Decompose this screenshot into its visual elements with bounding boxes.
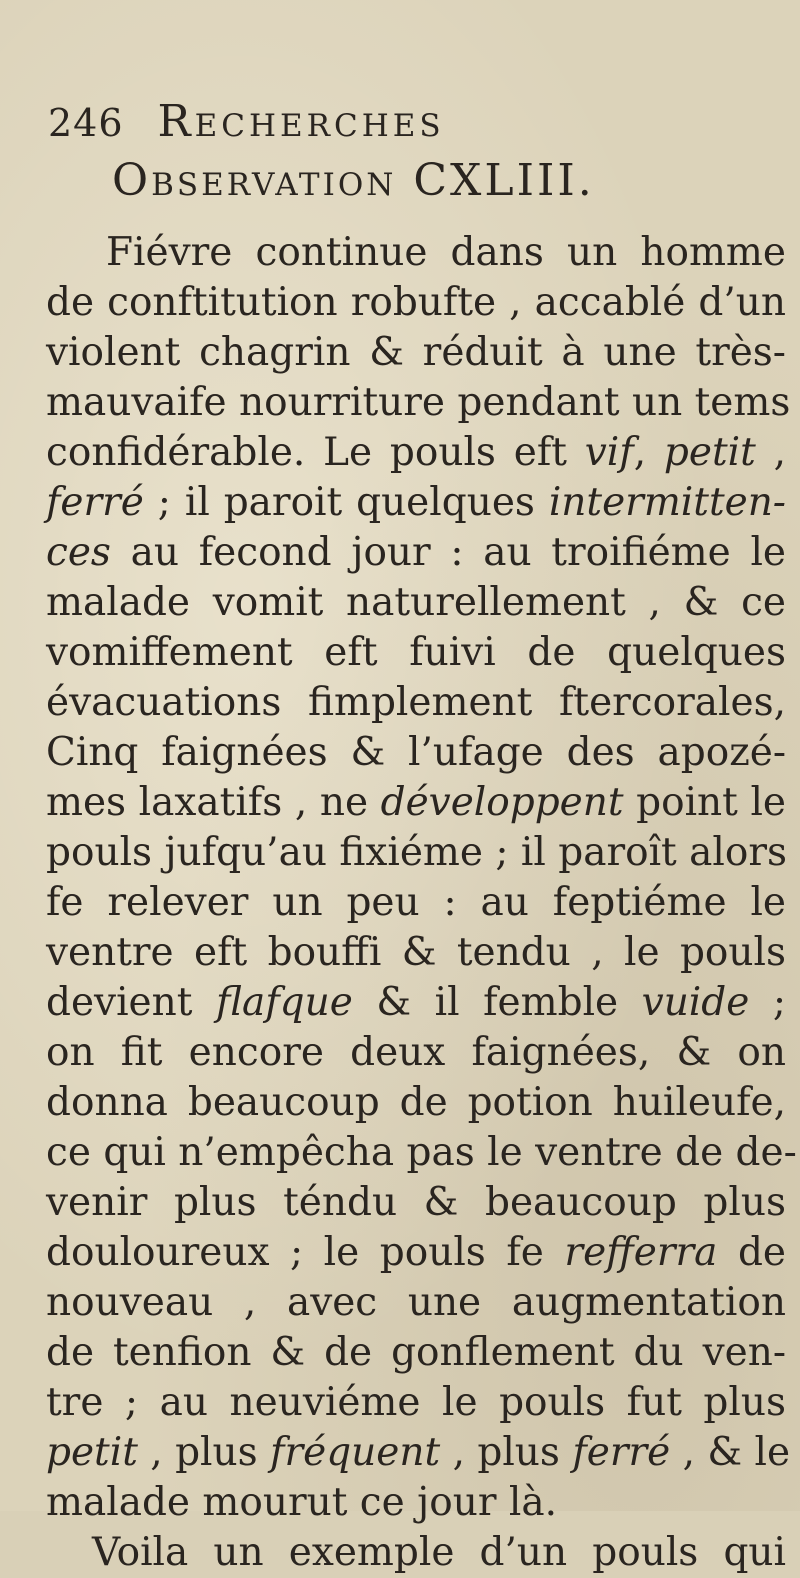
text-segment: , (755, 430, 786, 475)
text-segment: , plus (137, 1430, 271, 1475)
text-line (46, 1328, 786, 1378)
italic-text: développent (380, 780, 624, 825)
italic-text: petit (663, 430, 756, 475)
text-line (46, 1478, 786, 1528)
text-line (46, 728, 786, 778)
text-line (46, 928, 786, 978)
text-segment: donna beaucoup de potion huileufe, (46, 1080, 786, 1125)
text-segment: ; (749, 980, 787, 1025)
text-segment: ce qui n’empêcha pas le ventre de de- (46, 1130, 797, 1175)
text-line (46, 1378, 786, 1428)
text-segment: venir plus téndu & beaucoup plus (46, 1180, 786, 1225)
text-line (46, 478, 786, 528)
text-segment: , plus (440, 1430, 573, 1475)
text-segment: on fit encore deux faignées, & on (46, 1030, 786, 1075)
italic-text: ferré (46, 480, 144, 525)
text-segment: de (717, 1230, 786, 1275)
text-line (46, 678, 786, 728)
text-line (46, 628, 786, 678)
italic-text: ces (46, 530, 111, 575)
text-segment: confidérable. Le pouls eft (46, 430, 585, 475)
text-line (46, 1078, 786, 1128)
text-line (46, 1178, 786, 1228)
text-line (46, 1428, 791, 1478)
text-segment: mauvaife nourriture pendant un tems (46, 380, 791, 425)
text-line (46, 528, 786, 578)
text-segment: & il femble (352, 980, 642, 1025)
italic-text: petit (46, 1430, 138, 1475)
text-segment: , (633, 430, 664, 475)
italic-text: ferré (572, 1430, 671, 1475)
text-segment: malade vomit naturellement , & ce (46, 580, 786, 625)
italic-text: vuide (641, 980, 750, 1025)
text-segment: , & le (670, 1430, 791, 1475)
text-segment: douloureux ; le pouls fe (46, 1230, 565, 1275)
text-segment: vomiffement eft fuivi de quelques (46, 630, 786, 675)
text-line (46, 278, 786, 328)
text-line (46, 778, 786, 828)
text-line (46, 378, 791, 428)
text-segment: Cinq faignées & l’ufage des apozé- (46, 730, 786, 775)
italic-text: fréquent (270, 1430, 441, 1475)
text-segment: ; il paroit quelques (143, 480, 549, 525)
text-segment: de conftitution robufte , accablé d’un (46, 280, 786, 325)
text-line (46, 328, 786, 378)
text-segment: Voila un exemple d’un pouls qui (92, 1530, 786, 1575)
text-segment: devient (46, 980, 216, 1025)
text-segment: ventre eft bouffi & tendu , le pouls (46, 930, 786, 975)
text-segment: évacuations fimplement ftercorales, (46, 680, 786, 725)
text-line (46, 1278, 786, 1328)
italic-text: flafque (215, 980, 353, 1025)
italic-text: vif (584, 430, 634, 475)
text-line (46, 828, 786, 878)
text-line (46, 1528, 786, 1578)
running-title: Recherches (157, 96, 445, 147)
text-segment: mes laxatifs , ne (46, 780, 381, 825)
text-line (46, 428, 786, 478)
running-header (48, 96, 445, 147)
text-segment: de tenfion & de gonflement du ven- (46, 1330, 786, 1375)
body-text (46, 228, 797, 1578)
text-segment: nouveau , avec une augmentation (46, 1280, 786, 1325)
text-segment: point le (623, 780, 786, 825)
text-line (46, 1228, 786, 1278)
text-line (46, 1028, 786, 1078)
text-line (46, 878, 786, 928)
text-line (46, 228, 786, 278)
text-line (46, 1128, 797, 1178)
text-segment: au fecond jour : au troifiéme le (110, 530, 786, 575)
text-line (46, 978, 786, 1028)
text-segment: malade mourut ce jour là. (46, 1480, 557, 1525)
text-segment: Fiévre continue dans un homme (106, 230, 786, 275)
text-segment: fe relever un peu : au feptiéme le (46, 880, 786, 925)
text-line (46, 578, 786, 628)
text-segment: pouls jufqu’au fixiéme ; il paroît alors (46, 830, 787, 875)
observation-title: Observation CXLIII. (112, 155, 595, 206)
italic-text: intermitten- (548, 480, 786, 525)
page-number: 246 (48, 101, 124, 145)
text-segment: tre ; au neuviéme le pouls fut plus (46, 1380, 786, 1425)
italic-text: refferra (564, 1230, 718, 1275)
text-segment: violent chagrin & réduit à une très- (46, 330, 786, 375)
